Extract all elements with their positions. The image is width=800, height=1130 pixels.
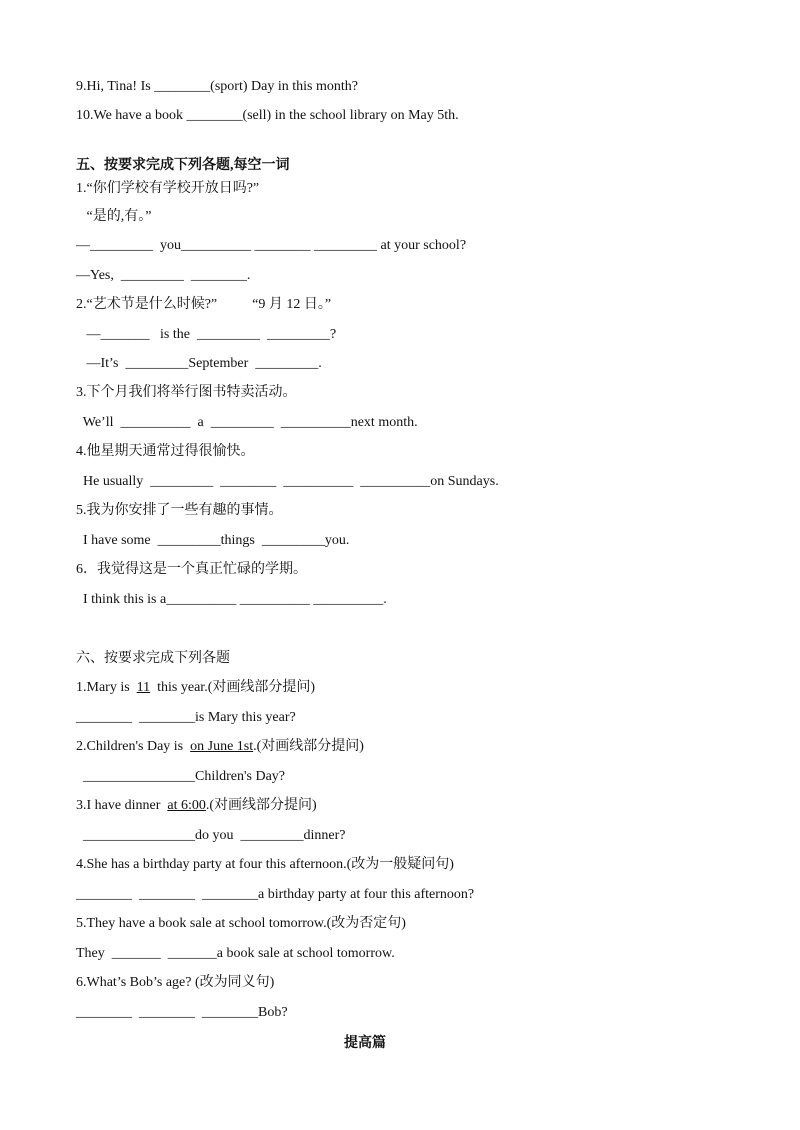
question-line: 1.“你们学校有学校开放日吗?” <box>76 181 260 196</box>
answer-line: I think this is a__________ __________ __________. <box>76 592 387 607</box>
answer-line: ________ ________ ________a birthday party at four this afternoon? <box>76 887 475 902</box>
question-line: 10.We have a book ________(sell) in the school library on May 5th. <box>76 108 459 123</box>
question-line: 4.She has a birthday party at four this afternoon.(改为一般疑问句) <box>76 857 454 872</box>
question-line: 6.What’s Bob’s age? (改为同义句) <box>76 975 275 990</box>
question-line: “是的,有。” <box>76 209 152 224</box>
answer-line: ________ ________ ________Bob? <box>76 1005 288 1020</box>
answer-line: ________________do you _________dinner? <box>76 828 346 843</box>
question-line: 3.I have dinner at 6:00.(对画线部分提问) <box>76 798 317 813</box>
answer-line: We’ll __________ a _________ __________next month. <box>76 415 418 430</box>
question-line: 3.下个月我们将举行图书特卖活动。 <box>76 385 297 400</box>
answer-line: —Yes, _________ ________. <box>76 268 251 283</box>
question-line: 9.Hi, Tina! Is ________(sport) Day in this month? <box>76 79 358 94</box>
answer-line: ________ ________is Mary this year? <box>76 710 296 725</box>
underlined-phrase: at 6:00 <box>167 798 206 813</box>
answer-line: —_________ you__________ ________ _________ at your school? <box>76 238 467 253</box>
footer-title: 提高篇 <box>344 1036 386 1051</box>
question-line: 1.Mary is 11 this year.(对画线部分提问) <box>76 680 316 695</box>
section-heading: 六、按要求完成下列各题 <box>76 651 230 666</box>
answer-line: ________________Children's Day? <box>76 769 286 784</box>
question-line: 5.They have a book sale at school tomorrow.(改为否定句) <box>76 916 406 931</box>
question-line: 6．我觉得这是一个真正忙碌的学期。 <box>76 562 307 577</box>
section-heading: 五、按要求完成下列各题,每空一词 <box>76 158 290 173</box>
answer-line: He usually _________ ________ __________ __________on Sundays. <box>76 474 499 489</box>
question-line: 5.我为你安排了一些有趣的事情。 <box>76 503 283 518</box>
answer-line: —It’s _________September _________. <box>76 356 322 371</box>
question-line: 2.Children's Day is on June 1st.(对画线部分提问) <box>76 739 364 754</box>
underlined-phrase: on June 1st <box>190 739 254 754</box>
question-line: 4.他星期天通常过得很愉快。 <box>76 444 255 459</box>
answer-line: I have some _________things _________you. <box>76 533 350 548</box>
answer-line: —_______ is the _________ _________? <box>76 327 337 342</box>
question-line: 2.“艺术节是什么时候?” “9 月 12 日。” <box>76 297 332 312</box>
answer-line: They _______ _______a book sale at school tomorrow. <box>76 946 395 961</box>
underlined-phrase: 11 <box>136 680 151 695</box>
